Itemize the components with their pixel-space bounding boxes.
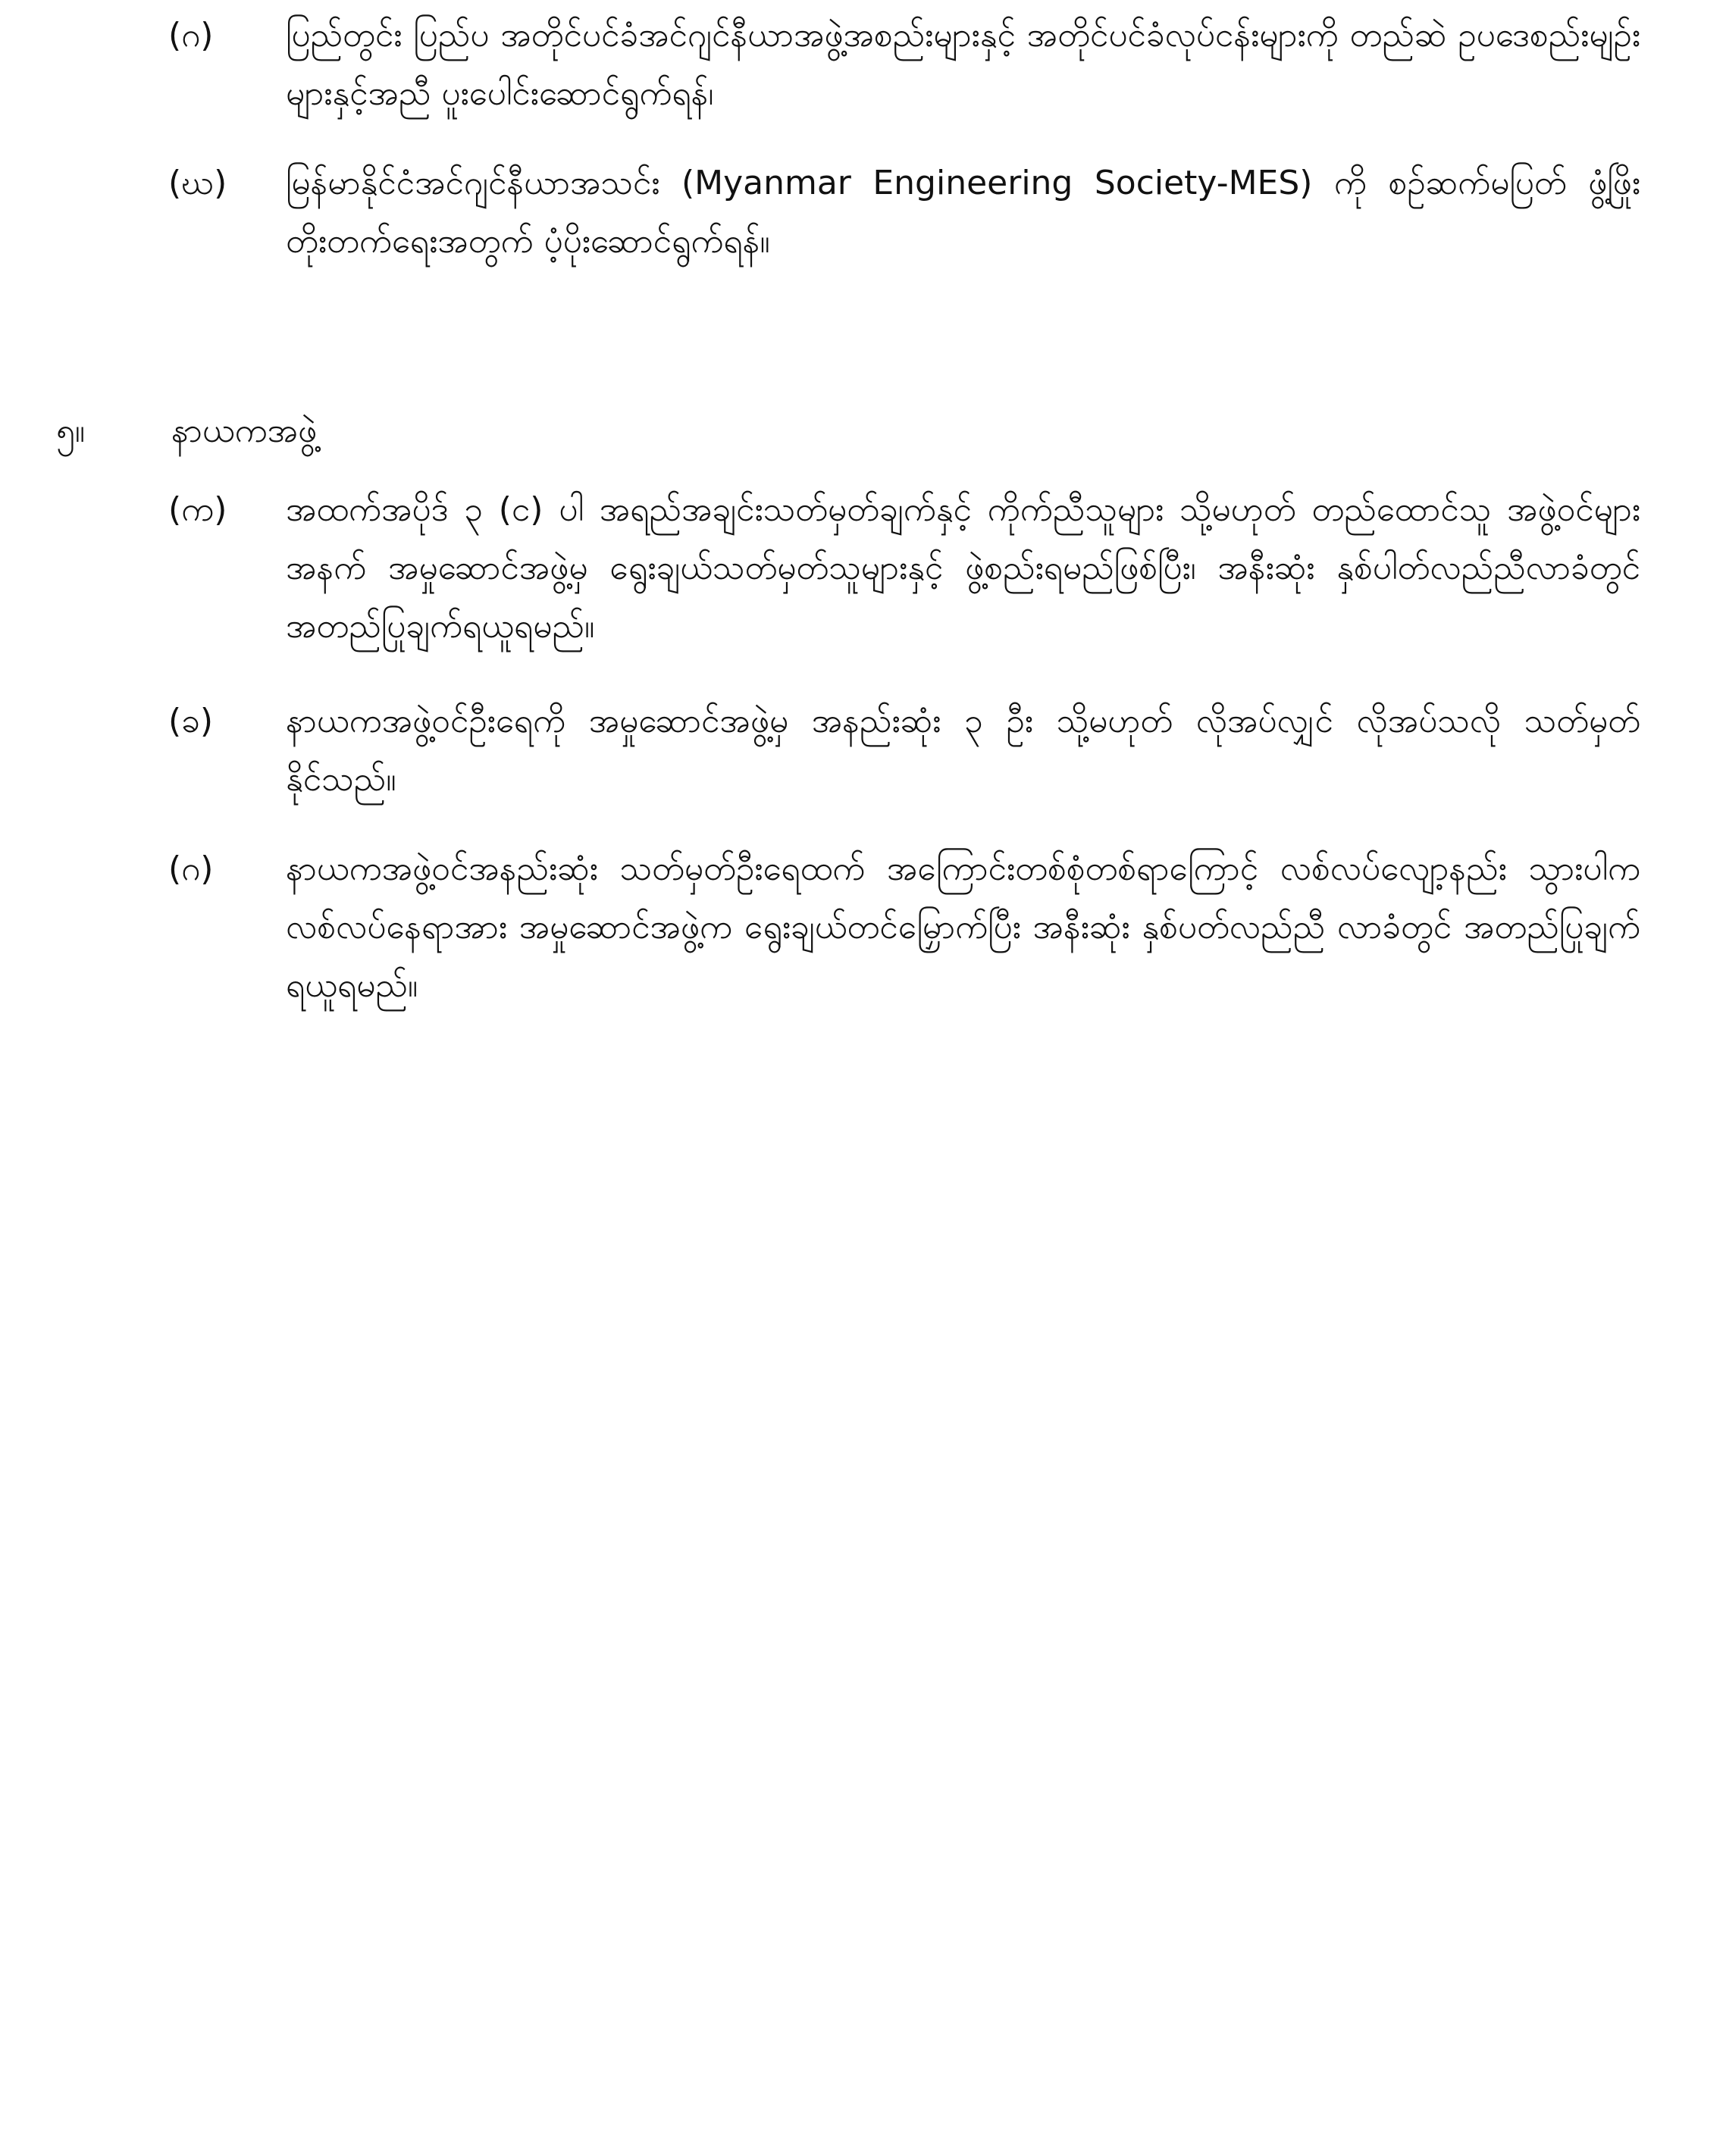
section-title: နာယကအဖွဲ့ [171,411,318,450]
clause-kha [168,692,1640,813]
clause-text: နာယကအဖွဲ့ဝင်အနည်းဆုံး သတ်မှတ်ဦးရေထက် အကြောင်းတစ်စုံတစ်ရာကြောင့် လစ်လပ်လျော့နည်း သွားပါက လစ်လပ်နေရာအား အမှုဆောင်အဖွဲ့က ရွေးချယ်တင်မြှောက်ပြီး အနီးဆုံး နှစ်ပတ်လည်ညီ လာခံတွင် အတည်ပြုချက်ရယူရမည်။ [286,850,1641,1005]
section-number: ၅။ [56,411,86,450]
clause-marker: (က) [168,490,227,529]
section-heading [56,402,511,460]
clause-text: အထက်အပိုဒ် ၃ (င) ပါ အရည်အချင်းသတ်မှတ်ချက်နှင့် ကိုက်ညီသူများ သို့မဟုတ် တည်ထောင်သူ အဖွဲ့ဝင်များအနက် အမှုဆောင်အဖွဲ့မှ ရွေးချယ်သတ်မှတ်သူများနှင့် ဖွဲ့စည်းရမည်ဖြစ်ပြီး၊ အနီးဆုံး နှစ်ပါတ်လည်ညီလာခံတွင် အတည်ပြုချက်ရယူရမည်။ [286,490,1640,646]
clause-ga [168,840,1640,1022]
clause-ga-previous [168,6,1640,127]
clause-ka [168,480,1640,662]
clause-marker: (ဂ) [168,16,214,55]
clause-marker: (ဃ) [168,164,227,202]
clause-gha-previous [168,154,1640,275]
clause-text: ပြည်တွင်း ပြည်ပ အတိုင်ပင်ခံအင်ဂျင်နီယာအဖွဲ့အစည်းများနှင့် အတိုင်ပင်ခံလုပ်ငန်းများကို တည်ဆဲ ဥပဒေစည်းမျဥ်းများနှင့်အညီ ပူးပေါင်းဆောင်ရွက်ရန်၊ [286,16,1640,113]
clause-marker: (ဂ) [168,850,214,888]
clause-text: မြန်မာနိုင်ငံအင်ဂျင်နီယာအသင်း (Myanmar Engineering Society-MES) ကို စဉ်ဆက်မပြတ် ဖွံ့ဖြိုးတိုးတက်ရေးအတွက် ပံ့ပိုးဆောင်ရွက်ရန်။ [286,164,1640,261]
clause-marker: (ခ) [168,702,214,740]
clause-text: နာယကအဖွဲ့ဝင်ဦးရေကို အမှုဆောင်အဖွဲ့မှ အနည်းဆုံး ၃ ဦး သို့မဟုတ် လိုအပ်လျှင် လိုအပ်သလို သတ်မှတ်နိုင်သည်။ [286,702,1640,799]
